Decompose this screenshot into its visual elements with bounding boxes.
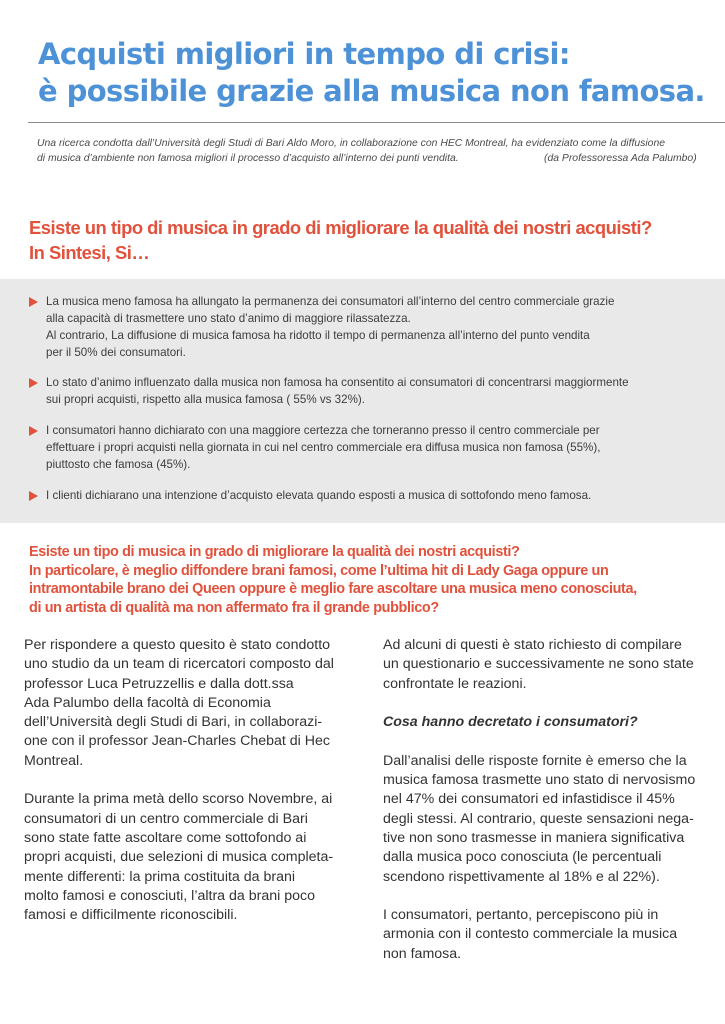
finding-line: piuttosto che famosa (45%). <box>46 458 191 471</box>
finding-line: I consumatori hanno dichiarato con una maggiore certezza che torneranno presso il centro commerciale per <box>46 424 600 437</box>
text-line: nel 47% dei consumatori ed infastidisce il 45% <box>383 791 675 808</box>
section2-heading-line: di un artista di qualità ma non affermato fra il grande pubblico? <box>29 599 439 616</box>
text-line: one con il professor Jean-Charles Chebat di Hec <box>24 733 330 750</box>
text-line: Per rispondere a questo quesito è stato condotto <box>24 637 331 653</box>
text-line: Dall’analisi delle risposte fornite è emerso che la <box>383 752 687 769</box>
title-line-2: è possibile grazie alla musica non famosa. <box>38 74 705 108</box>
left-paragraph-2 <box>24 790 359 925</box>
text-line: consumatori di un centro commerciale di Bari <box>24 810 308 827</box>
text-line: Ada Palumbo della facoltà di Economia <box>24 694 271 711</box>
text-line: degli stessi. Al contrario, queste sensazioni nega- <box>383 810 694 827</box>
text-line: professor Luca Petruzzellis e dalla dott.ssa <box>24 675 294 692</box>
intro-summary <box>37 136 697 166</box>
text-line: dell’Università degli Studi di Bari, in collaborazi- <box>24 714 323 731</box>
intro-line-1: Una ricerca condotta dall’Università degli Studi di Bari Aldo Moro, in collaborazione con HEC Montreal, ha evidenziato come la diffusione <box>37 138 665 149</box>
text-line: Montreal. <box>24 752 84 769</box>
finding-line: per il 50% dei consumatori. <box>46 346 186 359</box>
text-line: un questionario e successivamente ne sono state <box>383 656 694 673</box>
arrow-right-icon <box>29 378 38 388</box>
arrow-right-icon <box>29 297 38 307</box>
question-text: Cosa hanno decretato i consumatori? <box>383 714 638 731</box>
intro-credit: (da Professoressa Ada Palumbo) <box>544 153 697 164</box>
text-line: scendono rispettivamente al 18% e al 22%). <box>383 868 660 885</box>
title-divider <box>28 122 725 123</box>
section2-heading-line: intramontabile brano dei Queen oppure è meglio fare ascoltare una musica meno conosciuta, <box>29 581 637 597</box>
text-line: non famosa. <box>383 945 462 962</box>
text-line: molto famosi e conosciuti, l’altra da brani poco <box>24 887 315 904</box>
arrow-right-icon <box>29 426 38 436</box>
text-line: propri acquisti, due selezioni di musica completa- <box>24 849 334 866</box>
arrow-right-icon <box>29 491 38 501</box>
finding-line: I clienti dichiarano una intenzione d’acquisto elevata quando esposti a musica di sottofondo meno famosa. <box>46 489 592 502</box>
right-paragraph-3 <box>383 906 718 964</box>
text-line: musica famosa trasmette uno stato di nervosismo <box>383 772 696 789</box>
text-line: Durante la prima metà dello scorso Novembre, ai <box>24 791 333 808</box>
text-line: tive non sono trasmesse in maniera significativa <box>383 829 685 846</box>
section2-heading-line: In particolare, è meglio diffondere brani famosi, come l’ultima hit di Lady Gaga oppure un <box>29 562 609 579</box>
text-line: I consumatori, pertanto, percepiscono più in <box>383 907 659 924</box>
finding-line: Lo stato d’animo influenzato dalla musica non famosa ha consentito ai consumatori di concentrarsi maggiormente <box>46 376 629 389</box>
section1-heading <box>29 215 652 265</box>
text-line: dalla musica poco conosciuta (le percentuali <box>383 849 662 866</box>
right-column <box>383 636 718 983</box>
section1-heading-line-2: In Sintesi, Si… <box>29 242 150 263</box>
left-paragraph-1 <box>24 636 359 771</box>
title-line-1: Acquisti migliori in tempo di crisi: <box>38 37 570 71</box>
text-line: sono state fatte ascoltare come sottofondo ai <box>24 829 307 846</box>
finding-line: sui propri acquisti, rispetto alla musica famosa ( 55% vs 32%). <box>46 393 365 406</box>
finding-line: Al contrario, La diffusione di musica famosa ha ridotto il tempo di permanenza all’interno del punto vendita <box>46 329 590 342</box>
finding-line: La musica meno famosa ha allungato la permanenza dei consumatori all’interno del centro commerciale grazie <box>46 295 615 308</box>
finding-line: alla capacità di trasmettere uno stato d’animo di maggiore rilassatezza. <box>46 312 411 325</box>
text-line: Ad alcuni di questi è stato richiesto di compilare <box>383 637 682 653</box>
text-line: armonia con il contesto commerciale la musica <box>383 926 678 943</box>
right-paragraph-1 <box>383 636 718 694</box>
page-title <box>38 36 705 110</box>
section1-heading-line-1: Esiste un tipo di musica in grado di migliorare la qualità dei nostri acquisti? <box>29 217 652 238</box>
text-line: confrontate le reazioni. <box>383 675 527 692</box>
text-line: famosi e difficilmente riconoscibili. <box>24 907 238 924</box>
intro-line-2: di musica d’ambiente non famosa migliori il processo d’acquisto all’interno dei punti vendita. <box>37 153 459 164</box>
finding-line: effettuare i propri acquisti nella giornata in cui nel centro commerciale era diffusa musica non famosa (55%), <box>46 441 601 454</box>
left-column <box>24 636 359 945</box>
section2-heading-line: Esiste un tipo di musica in grado di migliorare la qualità dei nostri acquisti? <box>29 544 520 560</box>
right-paragraph-2 <box>383 752 718 887</box>
section2-heading <box>29 543 637 617</box>
text-line: uno studio da un team di ricercatori composto dal <box>24 656 334 673</box>
question-subheading <box>383 713 718 732</box>
text-line: mente differenti: la prima costituita da brani <box>24 868 296 885</box>
